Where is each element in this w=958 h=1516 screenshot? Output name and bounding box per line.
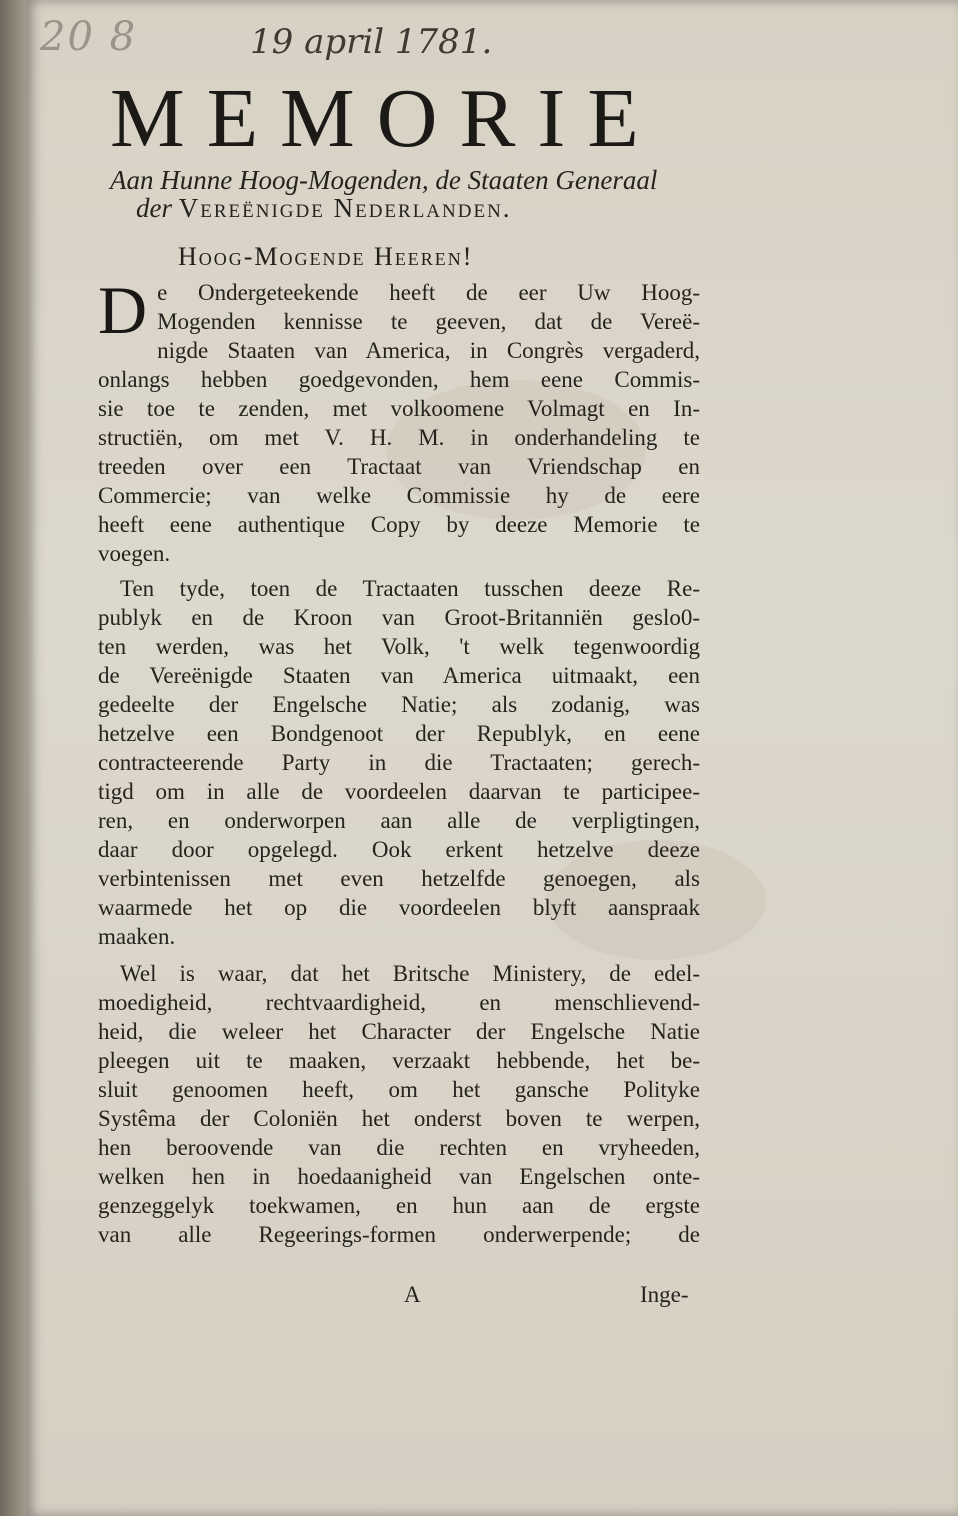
sheet-number: 20 8: [40, 14, 138, 60]
text-line: sluit genoomen heeft, om het gansche Polityke: [98, 1077, 700, 1102]
signature-mark: A: [404, 1282, 421, 1307]
subtitle-line-2: [136, 193, 736, 224]
text-line: Mogenden kennisse te geeven, dat de Vereë-: [157, 309, 700, 334]
salutation: Hoog-Mogende Heeren!: [178, 242, 474, 271]
subtitle-prefix: der: [136, 193, 172, 223]
text-line: waarmede het op die voordeelen blyft aanspraak: [98, 895, 700, 920]
drop-cap: D: [98, 272, 148, 348]
catchword: Inge-: [640, 1282, 689, 1307]
text-line: heeft eene authentique Copy by deeze Memorie te: [98, 512, 700, 537]
text-line: pleegen uit te maaken, verzaakt hebbende, het be-: [98, 1048, 700, 1073]
document-title: MEMORIE: [110, 72, 661, 165]
text-line: hetzelve een Bondgenoot der Republyk, en eene: [98, 721, 700, 746]
text-line: treeden over een Tractaat van Vriendschap en: [98, 454, 700, 479]
text-line: gedeelte der Engelsche Natie; als zodanig, was: [98, 692, 700, 717]
text-line: voegen.: [98, 541, 171, 566]
subtitle-line-1: Aan Hunne Hoog-Mogenden, de Staaten Generaal: [110, 165, 658, 195]
text-line: welken hen in hoedaanigheid van Engelschen onte-: [98, 1164, 700, 1189]
text-line: hen beroovende van die rechten en vryheeden,: [98, 1135, 700, 1160]
paragraph-2: [98, 574, 700, 951]
text-line: tigd om in alle de voordeelen daarvan te participee-: [98, 779, 700, 804]
text-line: structiën, om met V. H. M. in onderhandeling te: [98, 425, 700, 450]
text-line: Wel is waar, dat het Britsche Ministery, de edel-: [120, 961, 700, 986]
text-line: e Ondergeteekende heeft de eer Uw Hoog-: [157, 280, 700, 305]
text-line: verbintenissen met even hetzelfde genoegen, als: [98, 866, 700, 891]
text-line: nigde Staaten van America, in Congrès vergaderd,: [157, 338, 700, 363]
text-line: Systêma der Coloniën het onderst boven te werpen,: [98, 1106, 700, 1131]
text-line: onlangs hebben goedgevonden, hem eene Commis-: [98, 367, 700, 392]
text-line: daar door opgelegd. Ook erkent hetzelve deeze: [98, 837, 700, 862]
handwritten-date: 19 april 1781.: [250, 22, 493, 62]
text-line: sie toe te zenden, met volkoomene Volmagt en In-: [98, 396, 700, 421]
text-line: Commercie; van welke Commissie hy de eere: [98, 483, 700, 508]
paragraph-1: [98, 272, 700, 568]
subtitle-caps: Vereënigde Nederlanden.: [178, 193, 512, 223]
text-line: ten werden, was het Volk, 't welk tegenwoordig: [98, 634, 700, 659]
text-line: publyk en de Kroon van Groot-Britanniën geslo0-: [98, 605, 700, 630]
paragraph-3: [98, 959, 700, 1249]
text-line: contracteerende Party in die Tractaaten; gerech-: [98, 750, 700, 775]
body-text: [98, 272, 700, 1249]
text-line: heid, die weleer het Character der Engelsche Natie: [98, 1019, 700, 1044]
text-line: maaken.: [98, 924, 176, 949]
text-line: ren, en onderworpen aan alle de verpligtingen,: [98, 808, 700, 833]
page-edge-shadow: [0, 0, 26, 1516]
text-line: moedigheid, rechtvaardigheid, en menschlievend-: [98, 990, 700, 1015]
text-line: genzeggelyk toekwamen, en hun aan de ergste: [98, 1193, 700, 1218]
text-line: van alle Regeerings-formen onderwerpende; de: [98, 1222, 700, 1247]
text-line: de Vereënigde Staaten van America uitmaakt, een: [98, 663, 700, 688]
text-line: Ten tyde, toen de Tractaaten tusschen deeze Re-: [120, 576, 700, 601]
